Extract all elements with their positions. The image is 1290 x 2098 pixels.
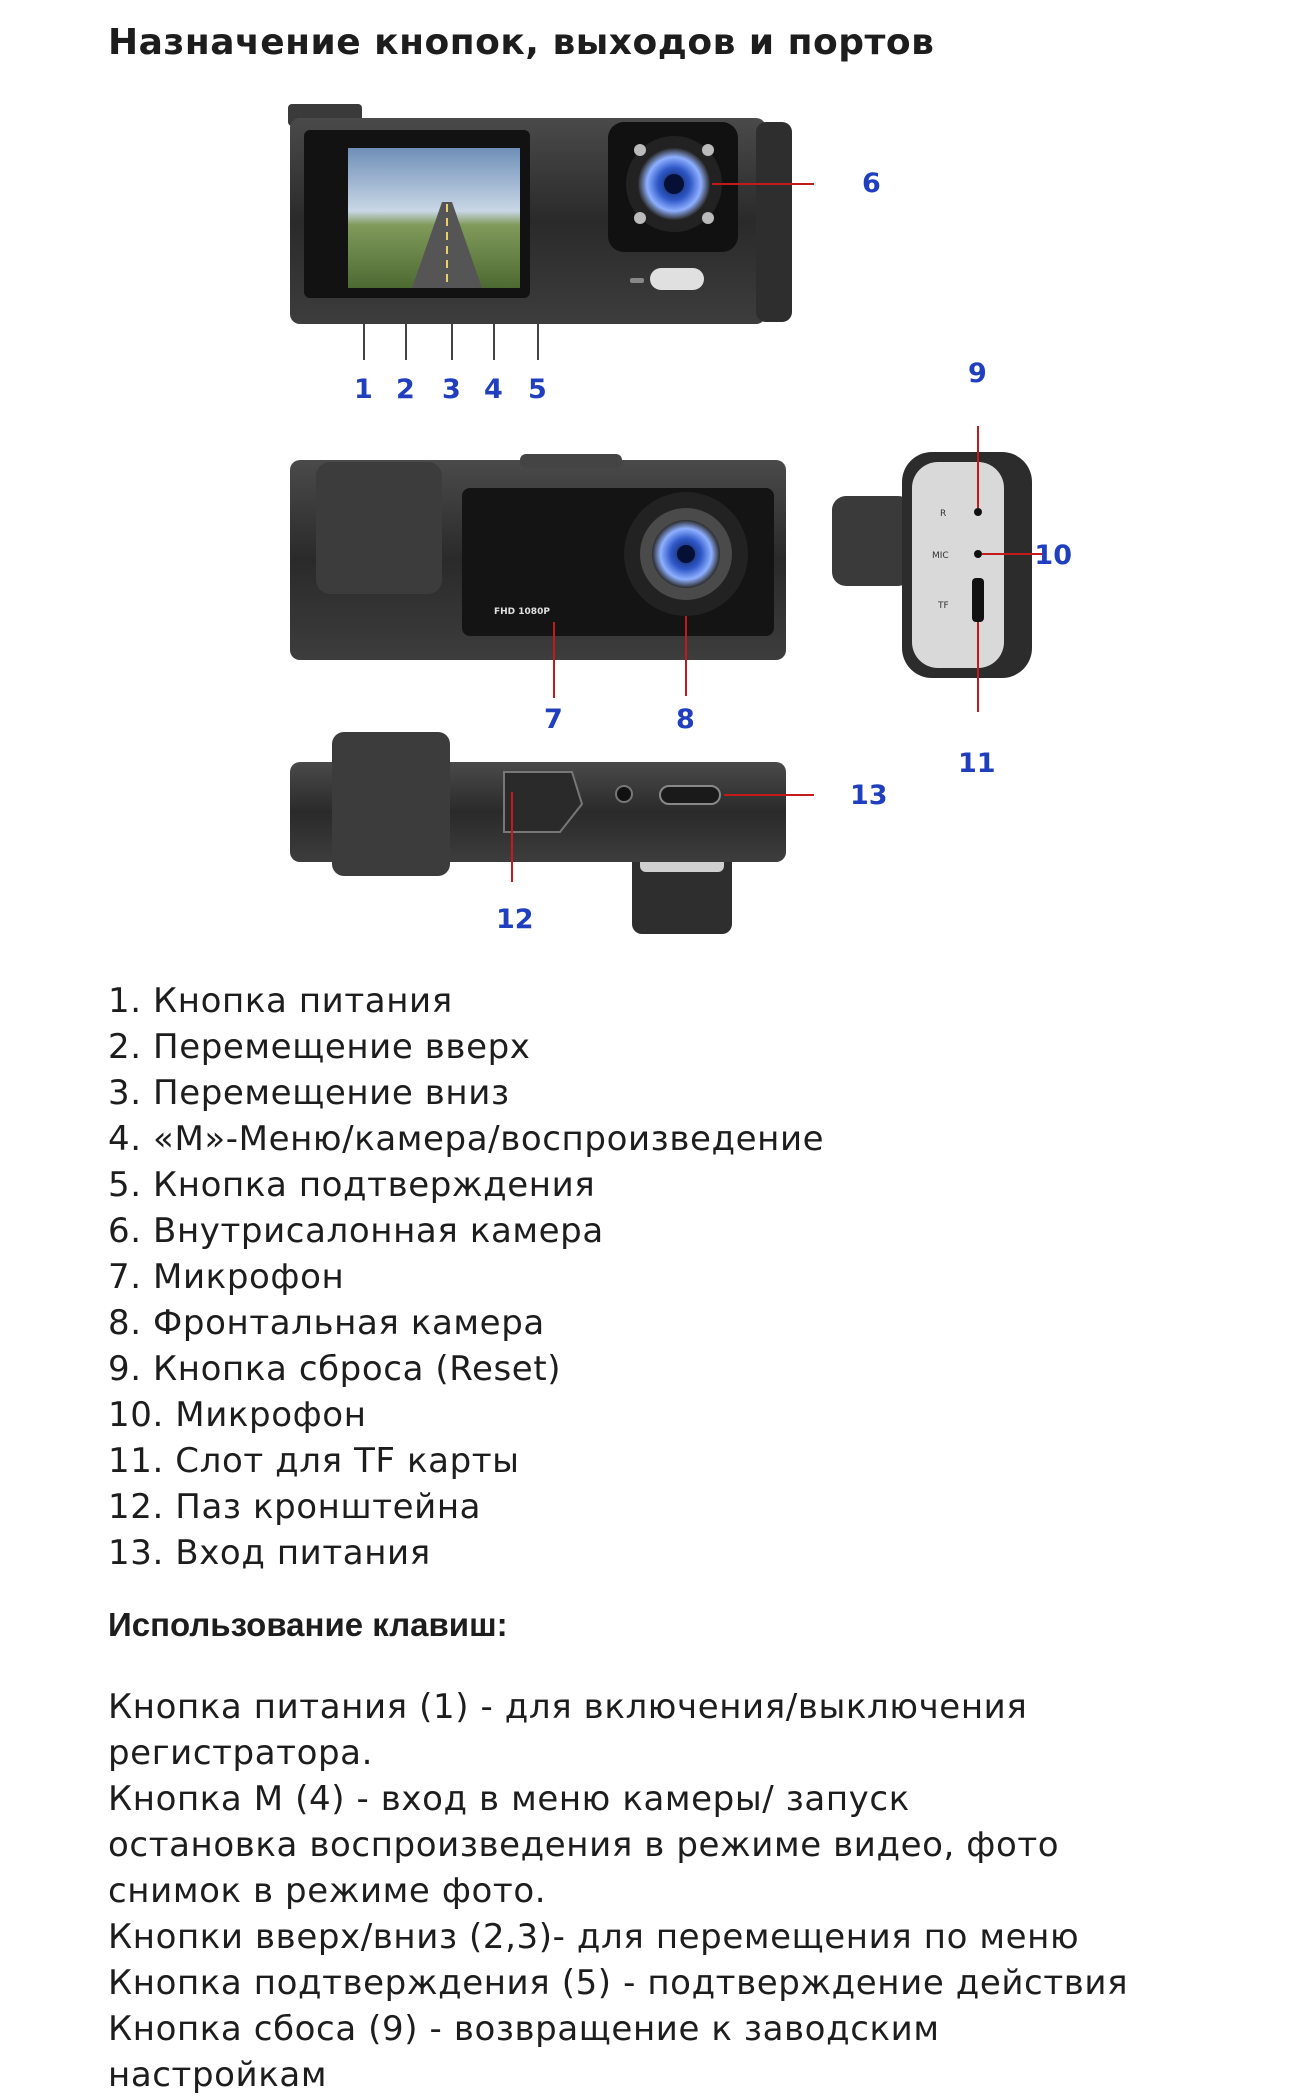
usage-line: остановка воспроизведения в режиме видео, фото xyxy=(108,1825,1060,1865)
legend-item: 11. Слот для TF карты xyxy=(108,1441,520,1481)
legend-item: 5. Кнопка подтверждения xyxy=(108,1165,596,1205)
usage-line: Кнопка сбоса (9) - возвращение к заводским xyxy=(108,2009,940,2049)
legend-item: 12. Паз кронштейна xyxy=(108,1487,482,1527)
usage-heading: Использование клавиш: xyxy=(108,1606,508,1643)
usage-line: регистратора. xyxy=(108,1733,374,1773)
usage-line: Кнопка подтверждения (5) - подтверждение действия xyxy=(108,1963,1129,2003)
legend-item: 3. Перемещение вниз xyxy=(108,1073,510,1113)
callout-4: 4 xyxy=(484,374,503,405)
legend-item: 9. Кнопка сброса (Reset) xyxy=(108,1349,562,1389)
legend-item: 1. Кнопка питания xyxy=(108,981,453,1021)
usage-line: снимок в режиме фото. xyxy=(108,1871,547,1911)
callout-3: 3 xyxy=(442,374,461,405)
callout-12: 12 xyxy=(496,904,534,935)
legend-item: 8. Фронтальная камера xyxy=(108,1303,545,1343)
usage-text xyxy=(108,1684,1238,2098)
usage-line: Кнопки вверх/вниз (2,3)- для перемещения по меню xyxy=(108,1917,1080,1957)
legend-item: 10. Микрофон xyxy=(108,1395,367,1435)
camera-bottom-view xyxy=(290,732,814,934)
camera-screen-view xyxy=(288,104,814,360)
usage-line: Кнопка М (4) - вход в меню камеры/ запуск xyxy=(108,1779,910,1819)
callout-5: 5 xyxy=(528,374,547,405)
legend-item: 4. «М»-Меню/камера/воспроизведение xyxy=(108,1119,825,1159)
legend-item: 6. Внутрисалонная камера xyxy=(108,1211,604,1251)
mic-label: MIC xyxy=(932,551,949,561)
callout-11: 11 xyxy=(958,748,996,779)
dashcam-diagram-svg xyxy=(112,92,1092,952)
usage-line: Кнопка питания (1) - для включения/выключения xyxy=(108,1687,1028,1727)
legend-item: 13. Вход питания xyxy=(108,1533,431,1573)
legend-list xyxy=(108,978,824,1576)
callout-6: 6 xyxy=(862,168,881,199)
fhd-label: FHD 1080P xyxy=(494,607,550,617)
dashcam-diagram xyxy=(112,92,1092,952)
reset-label: R xyxy=(940,509,947,519)
camera-front-view xyxy=(290,454,786,698)
callout-10: 10 xyxy=(1034,540,1072,571)
callout-9: 9 xyxy=(968,358,987,389)
legend-item: 7. Микрофон xyxy=(108,1257,345,1297)
callout-8: 8 xyxy=(676,704,695,735)
callout-7: 7 xyxy=(544,704,563,735)
callout-2: 2 xyxy=(396,374,415,405)
page-heading: Назначение кнопок, выходов и портов xyxy=(108,22,935,63)
tf-label: TF xyxy=(938,601,949,611)
camera-side-view xyxy=(832,426,1042,712)
callout-1: 1 xyxy=(354,374,373,405)
legend-item: 2. Перемещение вверх xyxy=(108,1027,531,1067)
callout-13: 13 xyxy=(850,780,888,811)
usage-line: настройкам xyxy=(108,2055,328,2095)
